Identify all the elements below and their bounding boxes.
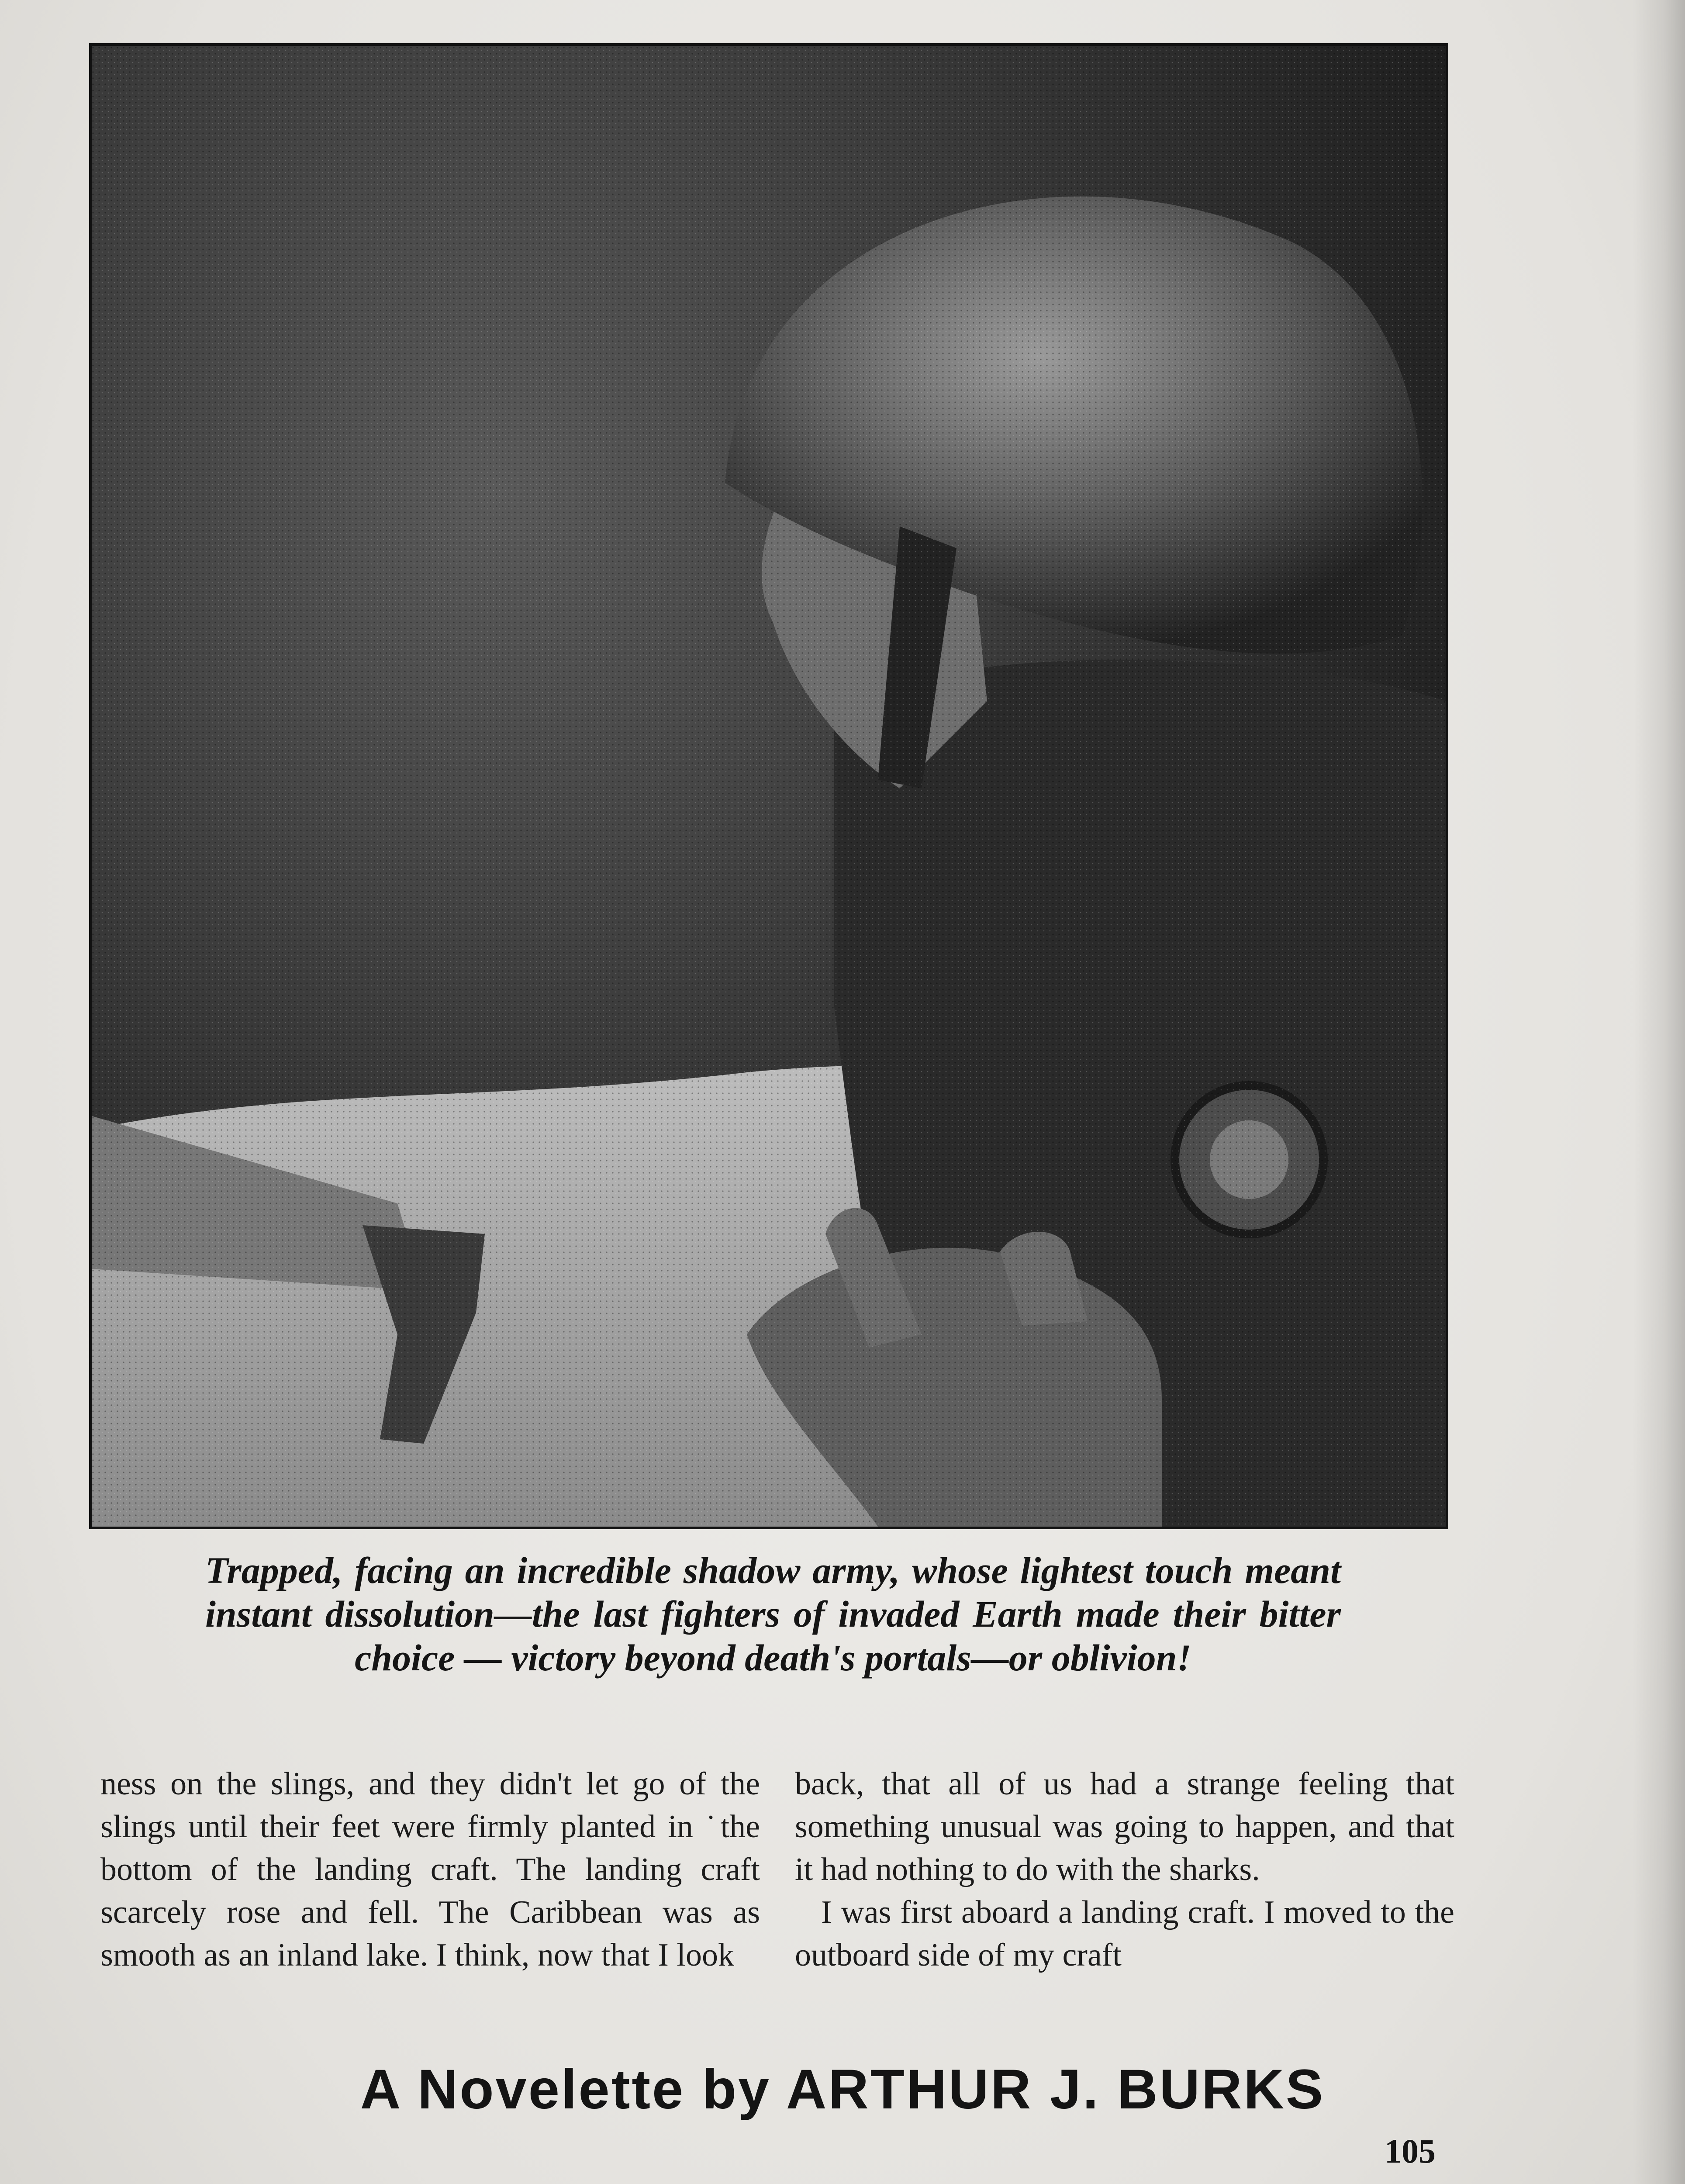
body-paragraph: back, that all of us had a strange feeling that something unusual was going to happen, and that it had nothing to do with the sharks. <box>795 1766 1454 1887</box>
body-paragraph: ness on the slings, and they didn't let go of the slings until their feet were firmly planted in ˙the bottom of the landing craft. The landing craft scarcely rose and fell. The Caribbean was as smooth as an inland lake. I think, now that I look <box>100 1766 760 1973</box>
illustration-caption: Trapped, facing an incredible shadow army, whose lightest touch meant instant dissolution—the last fighters of invaded Earth made their bitter choice — victory beyond death's portals—or oblivion! <box>205 1549 1341 1679</box>
story-illustration <box>92 46 1446 1527</box>
body-column-right <box>795 1762 1454 1977</box>
soldier-illustration <box>92 46 1446 1527</box>
body-column-left <box>100 1762 760 1977</box>
story-byline: A Novelette by ARTHUR J. BURKS <box>360 2058 1325 2121</box>
page-spine-shadow <box>1633 0 1685 2184</box>
body-paragraph: I was first aboard a landing craft. I moved to the outboard side of my craft <box>795 1894 1454 1973</box>
page-number: 105 <box>1385 2132 1436 2170</box>
